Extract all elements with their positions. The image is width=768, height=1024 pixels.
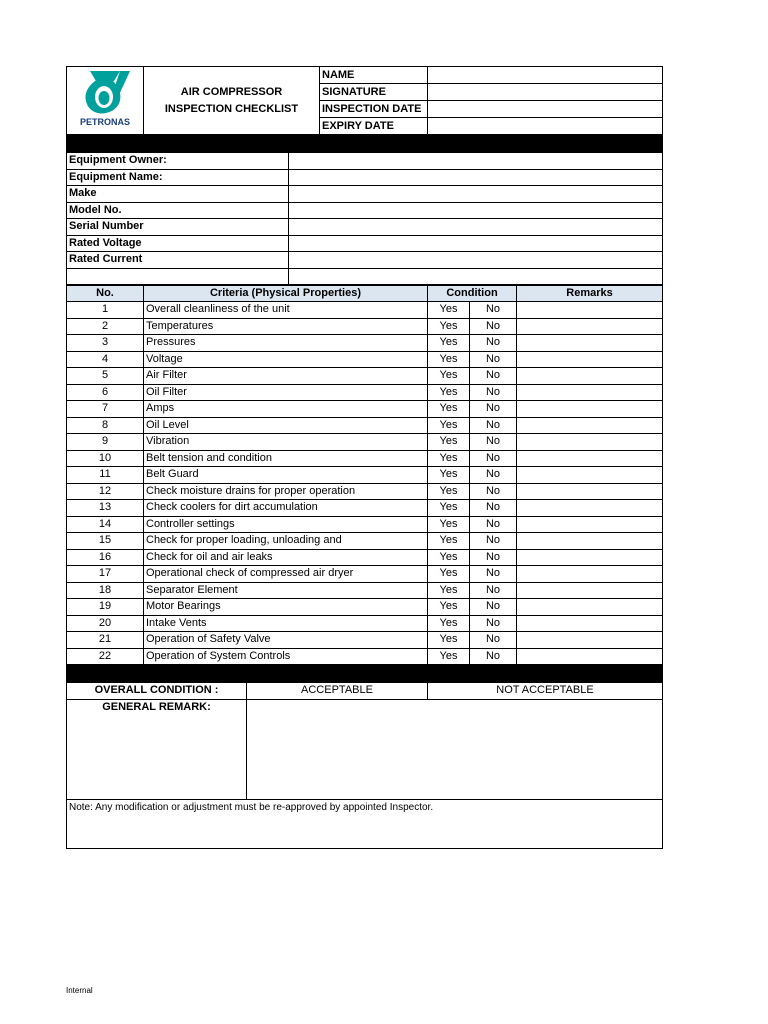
no-option[interactable]: No bbox=[470, 351, 517, 368]
item-criteria: Oil Filter bbox=[144, 384, 428, 401]
no-option[interactable]: No bbox=[470, 615, 517, 632]
item-remarks-field[interactable] bbox=[517, 467, 663, 484]
item-remarks-field[interactable] bbox=[517, 599, 663, 616]
no-option[interactable]: No bbox=[470, 384, 517, 401]
checklist-table bbox=[66, 285, 663, 682]
item-number: 19 bbox=[67, 599, 144, 616]
section-divider bbox=[67, 665, 663, 682]
title-line-2: INSPECTION CHECKLIST bbox=[164, 102, 299, 115]
item-criteria: Check moisture drains for proper operation bbox=[144, 483, 428, 500]
no-option[interactable]: No bbox=[470, 500, 517, 517]
no-option[interactable]: No bbox=[470, 467, 517, 484]
item-criteria: Pressures bbox=[144, 335, 428, 352]
no-option[interactable]: No bbox=[470, 632, 517, 649]
serial-number-label: Serial Number bbox=[67, 219, 289, 236]
checklist-row bbox=[67, 335, 663, 352]
no-option[interactable]: No bbox=[470, 533, 517, 550]
general-remark-field[interactable] bbox=[247, 699, 663, 799]
acceptable-option[interactable]: ACCEPTABLE bbox=[247, 683, 428, 700]
petronas-logo bbox=[67, 67, 144, 135]
name-label: NAME bbox=[320, 67, 428, 84]
yes-option[interactable]: Yes bbox=[428, 533, 470, 550]
item-remarks-field[interactable] bbox=[517, 582, 663, 599]
no-option[interactable]: No bbox=[470, 648, 517, 665]
no-option[interactable]: No bbox=[470, 318, 517, 335]
yes-option[interactable]: Yes bbox=[428, 401, 470, 418]
item-number: 21 bbox=[67, 632, 144, 649]
blank-label bbox=[67, 268, 289, 285]
yes-option[interactable]: Yes bbox=[428, 483, 470, 500]
equipment-name-field[interactable] bbox=[289, 169, 663, 186]
form-title bbox=[144, 67, 320, 135]
serial-number-field[interactable] bbox=[289, 219, 663, 236]
item-remarks-field[interactable] bbox=[517, 632, 663, 649]
no-option[interactable]: No bbox=[470, 434, 517, 451]
item-remarks-field[interactable] bbox=[517, 483, 663, 500]
item-number: 9 bbox=[67, 434, 144, 451]
item-number: 7 bbox=[67, 401, 144, 418]
item-remarks-field[interactable] bbox=[517, 533, 663, 550]
equipment-name-label: Equipment Name: bbox=[67, 169, 289, 186]
item-number: 5 bbox=[67, 368, 144, 385]
item-remarks-field[interactable] bbox=[517, 648, 663, 665]
rated-current-label: Rated Current bbox=[67, 252, 289, 269]
checklist-row bbox=[67, 467, 663, 484]
item-number: 3 bbox=[67, 335, 144, 352]
model-no-label: Model No. bbox=[67, 202, 289, 219]
yes-option[interactable]: Yes bbox=[428, 467, 470, 484]
not-acceptable-option[interactable]: NOT ACCEPTABLE bbox=[428, 683, 663, 700]
checklist-row bbox=[67, 500, 663, 517]
item-number: 12 bbox=[67, 483, 144, 500]
item-criteria: Belt Guard bbox=[144, 467, 428, 484]
item-criteria: Oil Level bbox=[144, 417, 428, 434]
checklist-row bbox=[67, 368, 663, 385]
item-remarks-field[interactable] bbox=[517, 516, 663, 533]
item-remarks-field[interactable] bbox=[517, 335, 663, 352]
yes-option[interactable]: Yes bbox=[428, 566, 470, 583]
signature-field[interactable] bbox=[428, 84, 663, 101]
yes-option[interactable]: Yes bbox=[428, 549, 470, 566]
item-criteria: Operation of System Controls bbox=[144, 648, 428, 665]
checklist-row bbox=[67, 599, 663, 616]
footer-classification: Internal bbox=[66, 986, 93, 995]
item-criteria: Air Filter bbox=[144, 368, 428, 385]
inspection-date-label: INSPECTION DATE bbox=[320, 101, 428, 118]
item-remarks-field[interactable] bbox=[517, 401, 663, 418]
rated-voltage-field[interactable] bbox=[289, 235, 663, 252]
checklist-sheet bbox=[66, 66, 662, 849]
rated-voltage-label: Rated Voltage bbox=[67, 235, 289, 252]
item-remarks-field[interactable] bbox=[517, 318, 663, 335]
item-number: 20 bbox=[67, 615, 144, 632]
no-option[interactable]: No bbox=[470, 335, 517, 352]
item-remarks-field[interactable] bbox=[517, 566, 663, 583]
item-number: 1 bbox=[67, 302, 144, 319]
yes-option[interactable]: Yes bbox=[428, 500, 470, 517]
yes-option[interactable]: Yes bbox=[428, 318, 470, 335]
checklist-row bbox=[67, 318, 663, 335]
inspection-date-field[interactable] bbox=[428, 101, 663, 118]
equipment-owner-field[interactable] bbox=[289, 153, 663, 170]
checklist-row bbox=[67, 648, 663, 665]
item-number: 2 bbox=[67, 318, 144, 335]
no-option[interactable]: No bbox=[470, 401, 517, 418]
item-number: 18 bbox=[67, 582, 144, 599]
title-line-1: AIR COMPRESSOR bbox=[180, 85, 283, 98]
yes-option[interactable]: Yes bbox=[428, 516, 470, 533]
no-option[interactable]: No bbox=[470, 417, 517, 434]
no-option[interactable]: No bbox=[470, 599, 517, 616]
header-criteria: Criteria (Physical Properties) bbox=[144, 286, 428, 302]
yes-option[interactable]: Yes bbox=[428, 417, 470, 434]
yes-option[interactable]: Yes bbox=[428, 632, 470, 649]
no-option[interactable]: No bbox=[470, 450, 517, 467]
expiry-date-field[interactable] bbox=[428, 118, 663, 135]
no-option[interactable]: No bbox=[470, 549, 517, 566]
item-number: 8 bbox=[67, 417, 144, 434]
no-option[interactable]: No bbox=[470, 516, 517, 533]
checklist-row bbox=[67, 417, 663, 434]
item-criteria: Belt tension and condition bbox=[144, 450, 428, 467]
no-option[interactable]: No bbox=[470, 483, 517, 500]
item-remarks-field[interactable] bbox=[517, 417, 663, 434]
yes-option[interactable]: Yes bbox=[428, 351, 470, 368]
signature-label: SIGNATURE bbox=[320, 84, 428, 101]
item-number: 10 bbox=[67, 450, 144, 467]
blank-field[interactable] bbox=[289, 268, 663, 285]
item-number: 13 bbox=[67, 500, 144, 517]
equipment-owner-label: Equipment Owner: bbox=[67, 153, 289, 170]
checklist-row bbox=[67, 401, 663, 418]
no-option[interactable]: No bbox=[470, 566, 517, 583]
item-criteria: Operational check of compressed air dryer bbox=[144, 566, 428, 583]
yes-option[interactable]: Yes bbox=[428, 582, 470, 599]
item-criteria: Temperatures bbox=[144, 318, 428, 335]
yes-option[interactable]: Yes bbox=[428, 450, 470, 467]
item-number: 15 bbox=[67, 533, 144, 550]
item-number: 17 bbox=[67, 566, 144, 583]
item-remarks-field[interactable] bbox=[517, 351, 663, 368]
item-number: 11 bbox=[67, 467, 144, 484]
item-remarks-field[interactable] bbox=[517, 615, 663, 632]
item-criteria: Overall cleanliness of the unit bbox=[144, 302, 428, 319]
item-remarks-field[interactable] bbox=[517, 302, 663, 319]
item-criteria: Intake Vents bbox=[144, 615, 428, 632]
item-criteria: Vibration bbox=[144, 434, 428, 451]
make-field[interactable] bbox=[289, 186, 663, 203]
item-remarks-field[interactable] bbox=[517, 384, 663, 401]
general-remark-label: GENERAL REMARK: bbox=[67, 699, 247, 799]
yes-option[interactable]: Yes bbox=[428, 615, 470, 632]
item-criteria: Check for oil and air leaks bbox=[144, 549, 428, 566]
checklist-row bbox=[67, 549, 663, 566]
yes-option[interactable]: Yes bbox=[428, 599, 470, 616]
yes-option[interactable]: Yes bbox=[428, 302, 470, 319]
no-option[interactable]: No bbox=[470, 582, 517, 599]
item-criteria: Amps bbox=[144, 401, 428, 418]
overall-table bbox=[66, 682, 663, 849]
checklist-row bbox=[67, 434, 663, 451]
yes-option[interactable]: Yes bbox=[428, 434, 470, 451]
checklist-row bbox=[67, 351, 663, 368]
item-remarks-field[interactable] bbox=[517, 368, 663, 385]
expiry-date-label: EXPIRY DATE bbox=[320, 118, 428, 135]
item-criteria: Check coolers for dirt accumulation bbox=[144, 500, 428, 517]
item-number: 14 bbox=[67, 516, 144, 533]
item-number: 22 bbox=[67, 648, 144, 665]
item-remarks-field[interactable] bbox=[517, 450, 663, 467]
checklist-row bbox=[67, 302, 663, 319]
note-text: Note: Any modification or adjustment must be re-approved by appointed Inspector. bbox=[67, 799, 663, 848]
item-remarks-field[interactable] bbox=[517, 549, 663, 566]
no-option[interactable]: No bbox=[470, 302, 517, 319]
yes-option[interactable]: Yes bbox=[428, 384, 470, 401]
checklist-row bbox=[67, 483, 663, 500]
checklist-row bbox=[67, 566, 663, 583]
model-no-field[interactable] bbox=[289, 202, 663, 219]
item-number: 16 bbox=[67, 549, 144, 566]
checklist-row bbox=[67, 450, 663, 467]
yes-option[interactable]: Yes bbox=[428, 648, 470, 665]
petronas-logo-icon bbox=[70, 67, 140, 129]
name-field[interactable] bbox=[428, 67, 663, 84]
checklist-row bbox=[67, 582, 663, 599]
checklist-header-row bbox=[67, 286, 663, 302]
make-label: Make bbox=[67, 186, 289, 203]
item-criteria: Controller settings bbox=[144, 516, 428, 533]
item-criteria: Voltage bbox=[144, 351, 428, 368]
checklist-row bbox=[67, 516, 663, 533]
header-no: No. bbox=[67, 286, 144, 302]
header-table bbox=[66, 66, 663, 152]
checklist-row bbox=[67, 384, 663, 401]
item-remarks-field[interactable] bbox=[517, 500, 663, 517]
item-number: 4 bbox=[67, 351, 144, 368]
item-criteria: Check for proper loading, unloading and bbox=[144, 533, 428, 550]
header-remarks: Remarks bbox=[517, 286, 663, 302]
checklist-row bbox=[67, 615, 663, 632]
item-criteria: Separator Element bbox=[144, 582, 428, 599]
header-condition: Condition bbox=[428, 286, 517, 302]
equipment-table bbox=[66, 152, 663, 285]
checklist-row bbox=[67, 533, 663, 550]
overall-condition-label: OVERALL CONDITION : bbox=[67, 683, 247, 700]
yes-option[interactable]: Yes bbox=[428, 335, 470, 352]
logo-text: PETRONAS bbox=[79, 117, 131, 127]
item-criteria: Operation of Safety Valve bbox=[144, 632, 428, 649]
section-divider bbox=[67, 135, 663, 152]
yes-option[interactable]: Yes bbox=[428, 368, 470, 385]
item-criteria: Motor Bearings bbox=[144, 599, 428, 616]
item-number: 6 bbox=[67, 384, 144, 401]
checklist-row bbox=[67, 632, 663, 649]
rated-current-field[interactable] bbox=[289, 252, 663, 269]
no-option[interactable]: No bbox=[470, 368, 517, 385]
item-remarks-field[interactable] bbox=[517, 434, 663, 451]
